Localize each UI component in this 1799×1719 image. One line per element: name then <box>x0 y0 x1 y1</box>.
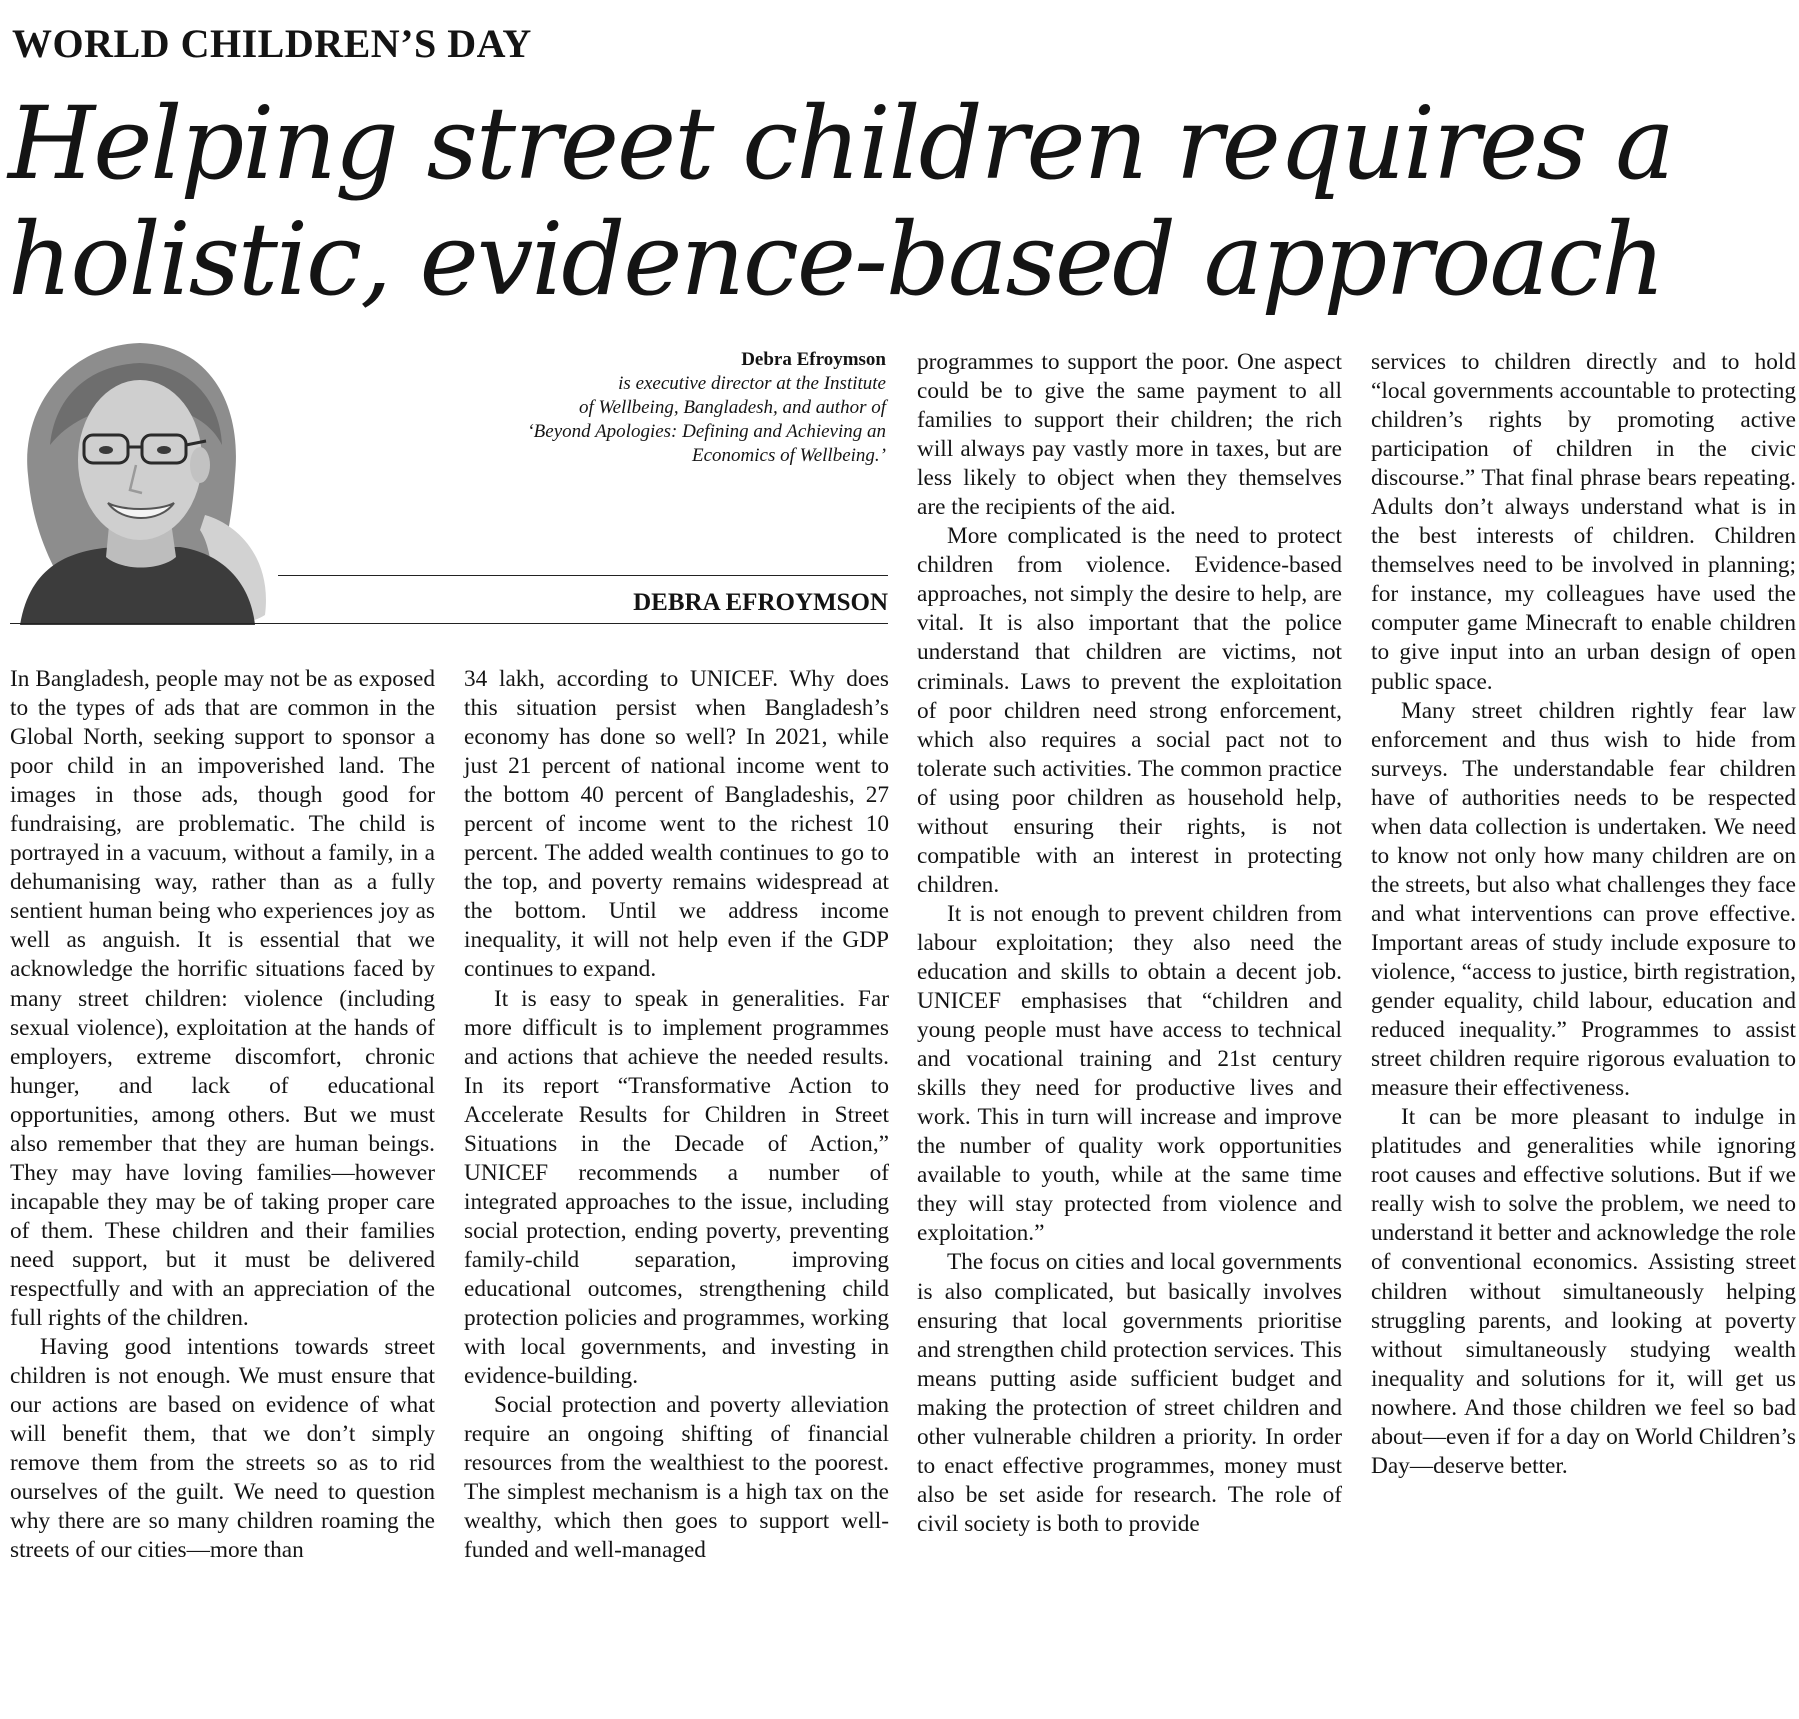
author-byline: DEBRA EFROYMSON <box>633 589 888 616</box>
byline-top-rule <box>278 575 888 576</box>
paragraph: It is easy to speak in generalities. Far more difficult is to implement programmes and actions that achieve the needed results. In its report “Transformative Action to Accelerate Results for Children in Street Situations in the Decade of Action,” UNICEF recommends a number of integrated approaches to the issue, including social protection, ending poverty, preventing family-child separation, improving educational outcomes, strengthening child protection policies and programmes, working with local governments, and investing in evidence-building. <box>464 985 889 1390</box>
paragraph: In Bangladesh, people may not be as exposed to the types of ads that are common in the Global North, seeking support to sponsor a poor child in an impoverished land. The images in those ads, though good for fundraising, are problematic. The child is portrayed in a vacuum, without a family, in a dehumanising way, rather than as a fully sentient human being who experiences joy as well as anguish. It is essential that we acknowledge the horrific situations faced by many street children: violence (including sexual violence), exploitation at the hands of employers, extreme discomfort, chronic hunger, and lack of educational opportunities, among others. But we must also remember that they are human beings. They may have loving families—however incapable they may be of taking proper care of them. These children and their families need support, but it must be delivered respectfully and with an appreciation of the full rights of the children. <box>10 666 435 1332</box>
headline-line-2: holistic, evidence-based approach <box>8 201 1664 318</box>
article-column-2 <box>464 665 889 1565</box>
paragraph: programmes to support the poor. One aspect could be to give the same payment to all families to support their children; the rich will always pay vastly more in taxes, but are less likely to object when they themselves are the recipients of the aid. <box>917 349 1342 521</box>
headline-line-1: Helping street children requires a <box>8 85 1673 202</box>
article-column-3 <box>917 348 1342 1539</box>
article-column-1 <box>10 665 435 1565</box>
author-name: Debra Efroymson <box>741 349 886 370</box>
author-portrait <box>10 325 280 625</box>
paragraph: More complicated is the need to protect children from violence. Evidence-based approaches, not simply the desire to help, are vital. It is also important that the police understand that children are victims, not criminals. Laws to prevent the exploitation of poor children need strong enforcement, which also requires a social pact not to tolerate such activities. The common practice of using poor children as household help, without ensuring their rights, is not compatible with an interest in protecting children. <box>917 523 1342 898</box>
author-bio-line-1: is executive director at the Institute <box>618 373 886 394</box>
paragraph: Social protection and poverty alleviation require an ongoing shifting of financial resources from the wealthiest to the poorest. The simplest mechanism is a high tax on the wealthy, which then goes to support well-funded and well-managed <box>464 1392 889 1564</box>
paragraph: It can be more pleasant to indulge in platitudes and generalities while ignoring root causes and effective solutions. But if we really wish to solve the problem, we need to understand it better and acknowledge the role of conventional economics. Assisting street children without simultaneously helping struggling parents, and looking at poverty without simultaneously studying wealth inequality and solutions for it, will get us nowhere. And those children we feel so bad about—even if for a day on World Children’s Day—deserve better. <box>1371 1104 1796 1479</box>
paragraph: The focus on cities and local governments is also complicated, but basically involves ensuring that local governments prioritise and strengthen child protection services. This means putting aside sufficient budget and making the protection of street children and other vulnerable children a priority. In order to enact effective programmes, money must also be set aside for research. The role of civil society is both to provide <box>917 1249 1342 1537</box>
byline-bottom-rule <box>10 623 888 624</box>
article-column-4 <box>1371 348 1796 1481</box>
paragraph: 34 lakh, according to UNICEF. Why does this situation persist when Bangladesh’s economy has done so well? In 2021, while just 21 percent of national income went to the bottom 40 percent of Bangladeshis, 27 percent of income went to the richest 10 percent. The added wealth continues to go to the top, and poverty remains widespread at the bottom. Until we address income inequality, it will not help even if the GDP continues to expand. <box>464 666 889 983</box>
paragraph: Many street children rightly fear law enforcement and thus wish to hide from surveys. The understandable fear children have of authorities needs to be respected when data collection is undertaken. We need to know not only how many children are on the streets, but also what challenges they face and what interventions can prove effective. Important areas of study include exposure to violence, “access to justice, birth registration, gender equality, child labour, education and reduced inequality.” Programmes to assist street children require rigorous evaluation to measure their effectiveness. <box>1371 697 1796 1102</box>
paragraph: Having good intentions towards street children is not enough. We must ensure that our actions are based on evidence of what will benefit them, that we don’t simply remove them from the streets so as to rid ourselves of the guilt. We need to question why there are so many children roaming the streets of our cities—more than <box>10 1334 435 1564</box>
portrait-ear <box>190 447 210 483</box>
author-bio-line-2: of Wellbeing, Bangladesh, and author of <box>579 397 886 418</box>
section-kicker: WORLD CHILDREN’S DAY <box>12 21 532 66</box>
author-info <box>400 348 886 468</box>
paragraph: It is not enough to prevent children from labour exploitation; they also need the education and skills to obtain a decent job. UNICEF emphasises that “children and young people must have access to technical and vocational training and 21st century skills they need for productive lives and work. This in turn will increase and improve the number of quality work opportunities available to youth, while at the same time they will stay protected from violence and exploitation.” <box>917 900 1342 1247</box>
headline <box>8 86 1798 318</box>
author-bio-line-4: Economics of Wellbeing.’ <box>691 445 886 466</box>
author-bio-line-3: ‘Beyond Apologies: Defining and Achieving an <box>527 421 886 442</box>
paragraph: services to children directly and to hold “local governments accountable to protecting children’s rights by promoting active participation of children in the civic discourse.” That final phrase bears repeating. Adults don’t always understand what is in the best interests of children. Children themselves need to be involved in planning; for instance, my colleagues have used the computer game Minecraft to enable children to give input into an urban design of open public space. <box>1371 349 1796 695</box>
